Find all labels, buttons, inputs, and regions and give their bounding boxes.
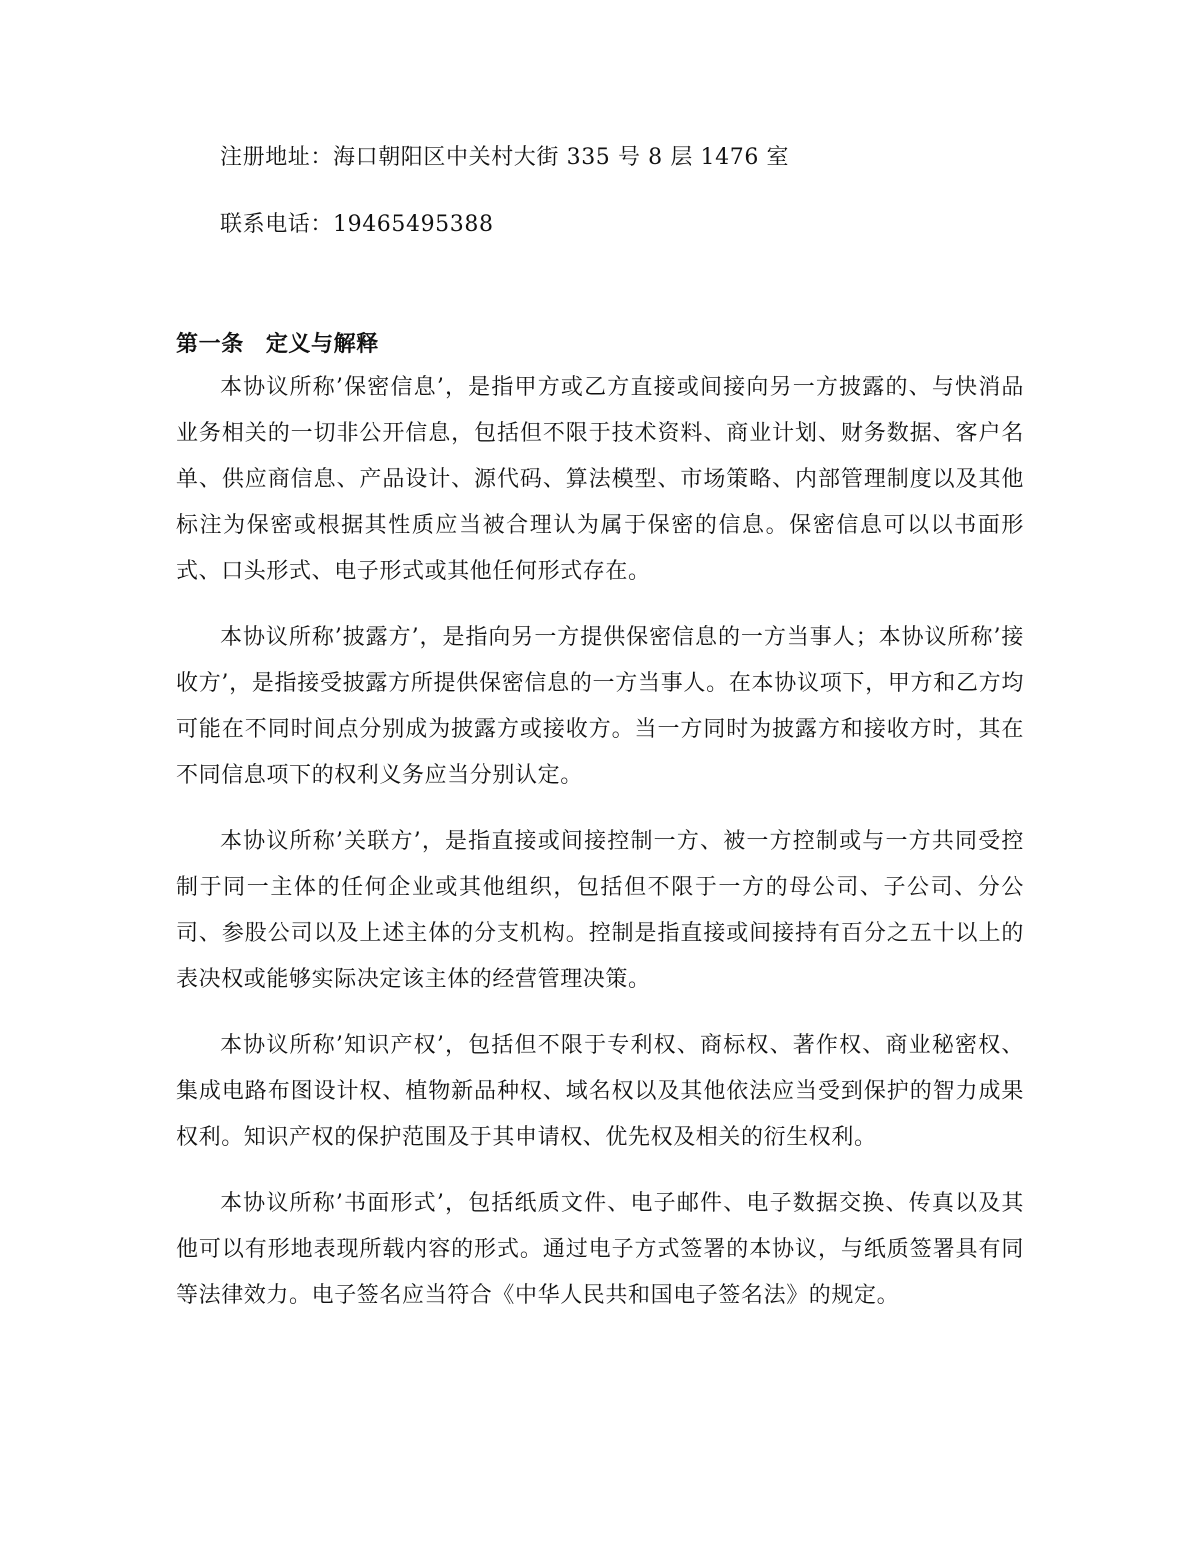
definition-discloser-recipient: 本协议所称’披露方’，是指向另一方提供保密信息的一方当事人；本协议所称’接收方’，是指接受披露方所提供保密信息的一方当事人。在本协议项下，甲方和乙方均可能在不同时间点分别成为披露方或接收方。当一方同时为披露方和接收方时，其在不同信息项下的权利义务应当分别认定。 — [176, 625, 1024, 788]
definition-confidential-info: 本协议所称’保密信息’，是指甲方或乙方直接或间接向另一方披露的、与快消品业务相关的一切非公开信息，包括但不限于技术资料、商业计划、财务数据、客户名单、供应商信息、产品设计、源代码、算法模型、市场策略、内部管理制度以及其他标注为保密或根据其性质应当被合理认为属于保密的信息。保密信息可以以书面形式、口头形式、电子形式或其他任何形式存在。 — [176, 375, 1024, 584]
article-number: 第一条 — [176, 332, 244, 357]
article-heading — [176, 325, 1024, 365]
registered-address: 注册地址：海口朝阳区中关村大街 335 号 8 层 1476 室 — [220, 145, 790, 170]
contact-phone: 联系电话：19465495388 — [220, 212, 494, 237]
definition-affiliate: 本协议所称’关联方’，是指直接或间接控制一方、被一方控制或与一方共同受控制于同一主体的任何企业或其他组织，包括但不限于一方的母公司、子公司、分公司、参股公司以及上述主体的分支机构。控制是指直接或间接持有百分之五十以上的表决权或能够实际决定该主体的经营管理决策。 — [176, 829, 1024, 992]
article-title: 定义与解释 — [265, 332, 379, 357]
document-body — [176, 138, 1024, 1319]
definition-intellectual-property: 本协议所称’知识产权’，包括但不限于专利权、商标权、著作权、商业秘密权、集成电路布图设计权、植物新品种权、域名权以及其他依法应当受到保护的智力成果权利。知识产权的保护范围及于其申请权、优先权及相关的衍生权利。 — [176, 1033, 1024, 1150]
definition-written-form: 本协议所称’书面形式’，包括纸质文件、电子邮件、电子数据交换、传真以及其他可以有形地表现所载内容的形式。通过电子方式签署的本协议，与纸质签署具有同等法律效力。电子签名应当符合《中华人民共和国电子签名法》的规定。 — [176, 1191, 1024, 1308]
